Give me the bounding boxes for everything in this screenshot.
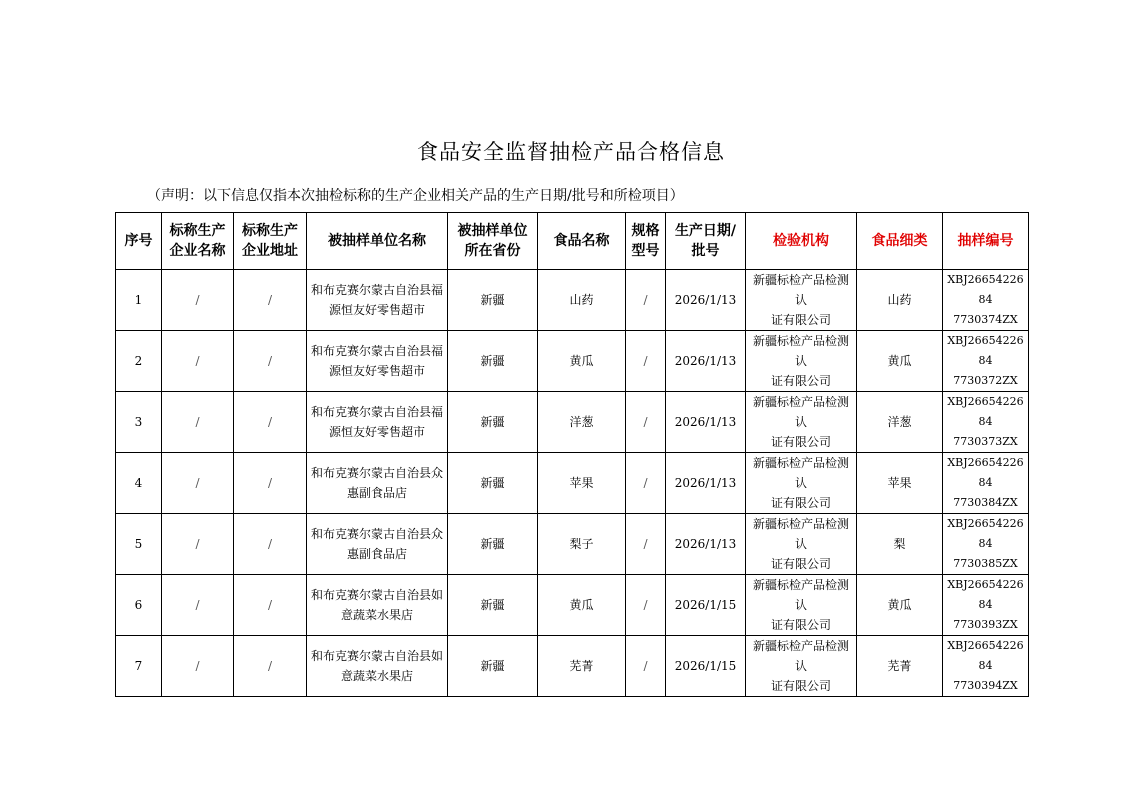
row-production-date: 2026/1/15 <box>666 636 746 697</box>
header-sampled-province: 被抽样单位 所在省份 <box>448 213 538 270</box>
table-row <box>116 392 1029 453</box>
row-sampled-unit: 和布克赛尔蒙古自治县福 源恒友好零售超市 <box>307 392 448 453</box>
row-producer-name: / <box>162 270 234 331</box>
row-spec: / <box>626 514 666 575</box>
header-spec: 规格 型号 <box>626 213 666 270</box>
row-producer-name: / <box>162 636 234 697</box>
row-sampled-unit: 和布克赛尔蒙古自治县福 源恒友好零售超市 <box>307 270 448 331</box>
row-producer-name: / <box>162 331 234 392</box>
row-food-category: 山药 <box>857 270 943 331</box>
row-sampled-unit: 和布克赛尔蒙古自治县福 源恒友好零售超市 <box>307 331 448 392</box>
row-food-name: 梨子 <box>538 514 626 575</box>
row-sample-number: XBJ2665422684 7730373ZX <box>943 392 1029 453</box>
row-producer-address: / <box>234 636 307 697</box>
row-sample-number: XBJ2665422684 7730374ZX <box>943 270 1029 331</box>
row-sampled-unit: 和布克赛尔蒙古自治县如 意蔬菜水果店 <box>307 575 448 636</box>
header-inspection-org: 检验机构 <box>746 213 857 270</box>
header-food-category: 食品细类 <box>857 213 943 270</box>
table-header-row <box>116 213 1029 270</box>
row-food-category: 梨 <box>857 514 943 575</box>
row-food-name: 洋葱 <box>538 392 626 453</box>
row-sample-number: XBJ2665422684 7730385ZX <box>943 514 1029 575</box>
table-row <box>116 636 1029 697</box>
row-seq: 4 <box>116 453 162 514</box>
row-producer-address: / <box>234 270 307 331</box>
header-producer-name: 标称生产 企业名称 <box>162 213 234 270</box>
table-row <box>116 514 1029 575</box>
row-production-date: 2026/1/13 <box>666 453 746 514</box>
row-province: 新疆 <box>448 514 538 575</box>
table-row <box>116 575 1029 636</box>
row-producer-address: / <box>234 514 307 575</box>
header-sample-number: 抽样编号 <box>943 213 1029 270</box>
row-seq: 6 <box>116 575 162 636</box>
row-sample-number: XBJ2665422684 7730393ZX <box>943 575 1029 636</box>
row-production-date: 2026/1/13 <box>666 270 746 331</box>
row-province: 新疆 <box>448 575 538 636</box>
row-food-category: 洋葱 <box>857 392 943 453</box>
row-producer-address: / <box>234 453 307 514</box>
row-sampled-unit: 和布克赛尔蒙古自治县众 惠副食品店 <box>307 453 448 514</box>
row-food-category: 黄瓜 <box>857 331 943 392</box>
row-food-category: 黄瓜 <box>857 575 943 636</box>
row-food-name: 芜菁 <box>538 636 626 697</box>
row-seq: 1 <box>116 270 162 331</box>
inspection-table <box>115 212 1029 697</box>
row-sampled-unit: 和布克赛尔蒙古自治县如 意蔬菜水果店 <box>307 636 448 697</box>
row-inspection-org: 新疆标检产品检测认 证有限公司 <box>746 575 857 636</box>
row-seq: 2 <box>116 331 162 392</box>
row-food-name: 苹果 <box>538 453 626 514</box>
row-seq: 7 <box>116 636 162 697</box>
row-spec: / <box>626 575 666 636</box>
header-food-name: 食品名称 <box>538 213 626 270</box>
row-inspection-org: 新疆标检产品检测认 证有限公司 <box>746 392 857 453</box>
page-title: 食品安全监督抽检产品合格信息 <box>417 140 725 164</box>
header-sampled-unit: 被抽样单位名称 <box>307 213 448 270</box>
row-production-date: 2026/1/13 <box>666 392 746 453</box>
row-spec: / <box>626 392 666 453</box>
row-seq: 5 <box>116 514 162 575</box>
row-production-date: 2026/1/13 <box>666 331 746 392</box>
row-producer-address: / <box>234 331 307 392</box>
row-sample-number: XBJ2665422684 7730384ZX <box>943 453 1029 514</box>
row-food-category: 苹果 <box>857 453 943 514</box>
row-province: 新疆 <box>448 636 538 697</box>
row-production-date: 2026/1/15 <box>666 575 746 636</box>
row-spec: / <box>626 636 666 697</box>
row-food-category: 芜菁 <box>857 636 943 697</box>
row-food-name: 黄瓜 <box>538 331 626 392</box>
row-inspection-org: 新疆标检产品检测认 证有限公司 <box>746 331 857 392</box>
row-province: 新疆 <box>448 392 538 453</box>
row-spec: / <box>626 331 666 392</box>
row-producer-name: / <box>162 453 234 514</box>
row-inspection-org: 新疆标检产品检测认 证有限公司 <box>746 270 857 331</box>
row-sampled-unit: 和布克赛尔蒙古自治县众 惠副食品店 <box>307 514 448 575</box>
row-inspection-org: 新疆标检产品检测认 证有限公司 <box>746 636 857 697</box>
row-province: 新疆 <box>448 453 538 514</box>
row-sample-number: XBJ2665422684 7730394ZX <box>943 636 1029 697</box>
row-producer-name: / <box>162 392 234 453</box>
table-row <box>116 453 1029 514</box>
row-inspection-org: 新疆标检产品检测认 证有限公司 <box>746 514 857 575</box>
row-food-name: 山药 <box>538 270 626 331</box>
row-seq: 3 <box>116 392 162 453</box>
row-production-date: 2026/1/13 <box>666 514 746 575</box>
row-spec: / <box>626 270 666 331</box>
row-province: 新疆 <box>448 270 538 331</box>
table-row <box>116 270 1029 331</box>
header-production-date: 生产日期/ 批号 <box>666 213 746 270</box>
row-producer-name: / <box>162 514 234 575</box>
row-province: 新疆 <box>448 331 538 392</box>
table-row <box>116 331 1029 392</box>
row-producer-address: / <box>234 575 307 636</box>
row-sample-number: XBJ2665422684 7730372ZX <box>943 331 1029 392</box>
row-inspection-org: 新疆标检产品检测认 证有限公司 <box>746 453 857 514</box>
statement-note: （声明：以下信息仅指本次抽检标称的生产企业相关产品的生产日期/批号和所检项目） <box>147 188 684 204</box>
header-producer-address: 标称生产 企业地址 <box>234 213 307 270</box>
row-spec: / <box>626 453 666 514</box>
header-seq: 序号 <box>116 213 162 270</box>
row-producer-name: / <box>162 575 234 636</box>
row-producer-address: / <box>234 392 307 453</box>
row-food-name: 黄瓜 <box>538 575 626 636</box>
